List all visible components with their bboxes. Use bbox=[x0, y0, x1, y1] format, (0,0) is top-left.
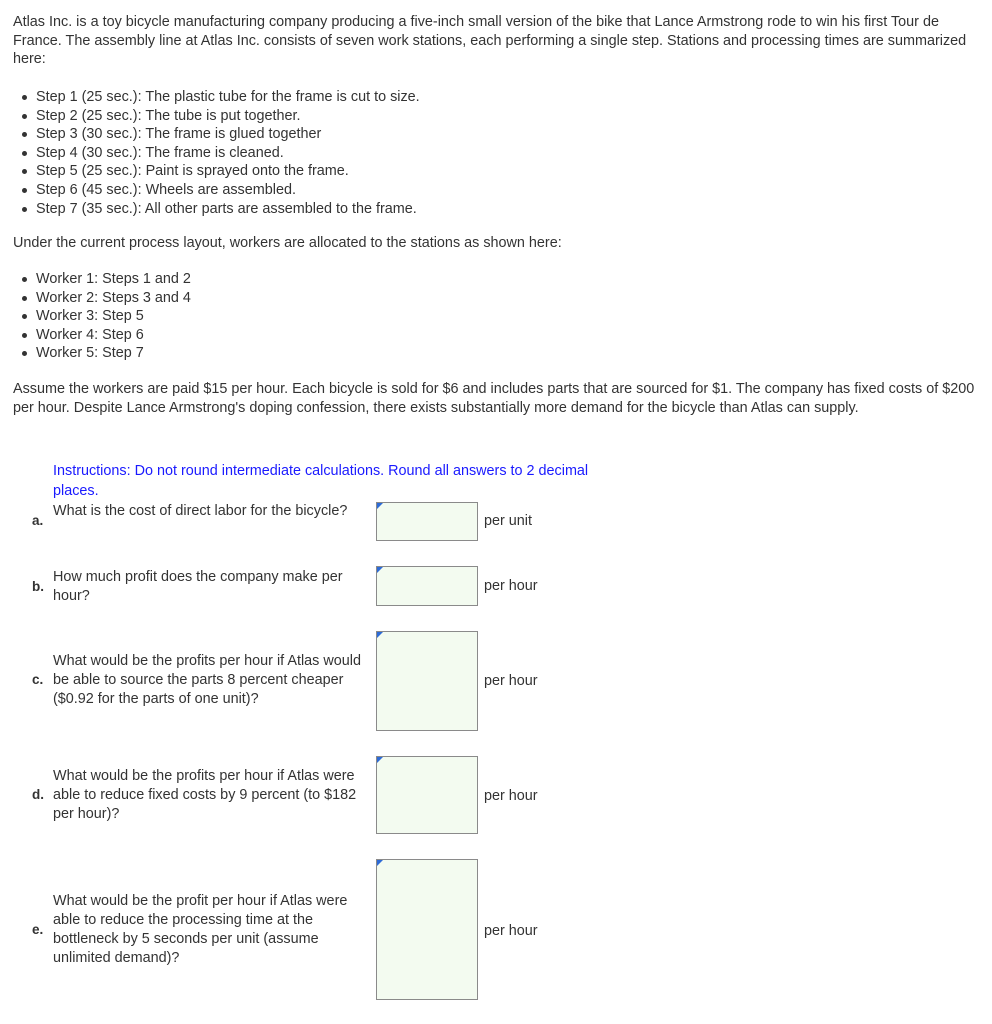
list-item: Step 7 (35 sec.): All other parts are assembled to the frame. bbox=[13, 200, 420, 219]
list-item: Step 2 (25 sec.): The tube is put together. bbox=[13, 107, 420, 126]
question-letter: a. bbox=[32, 513, 44, 528]
answer-marker-icon bbox=[377, 757, 383, 763]
unit-label: per hour bbox=[484, 923, 538, 939]
answer-input-d[interactable] bbox=[376, 756, 478, 834]
list-item: Step 6 (45 sec.): Wheels are assembled. bbox=[13, 181, 420, 200]
assumption-paragraph: Assume the workers are paid $15 per hour. Each bicycle is sold for $6 and includes parts that are sourced for $1. The company has fixed costs of $200 per hour. Despite Lance Armstrong's doping confession, there exists substantially more demand for the bicycle than Atlas can supply. bbox=[13, 381, 975, 416]
instructions-text: Instructions: Do not round intermediate calculations. Round all answers to 2 decimal places. bbox=[53, 463, 589, 499]
problem-intro: Atlas Inc. is a toy bicycle manufacturing company producing a five-inch small version of the bike that Lance Armstrong rode to win his first Tour de France. The assembly line at Atlas Inc. consists of seven work stations, each performing a single step. Stations and processing times are summarized here: bbox=[13, 14, 967, 68]
question-text: What would be the profits per hour if Atlas were able to reduce fixed costs by 9 percent (to $182 per hour)? bbox=[53, 768, 357, 822]
question-letter: d. bbox=[32, 787, 44, 802]
list-item: Step 1 (25 sec.): The plastic tube for the frame is cut to size. bbox=[13, 88, 420, 107]
answer-marker-icon bbox=[377, 567, 383, 573]
unit-label: per hour bbox=[484, 578, 538, 594]
question-text: What would be the profit per hour if Atlas were able to reduce the processing time at the bottleneck by 5 seconds per unit (assume unlimited demand)? bbox=[53, 893, 348, 966]
answer-input-c[interactable] bbox=[376, 631, 478, 731]
unit-label: per unit bbox=[484, 513, 532, 529]
list-item: Worker 2: Steps 3 and 4 bbox=[13, 289, 191, 308]
answer-marker-icon bbox=[377, 860, 383, 866]
list-item: Worker 5: Step 7 bbox=[13, 344, 191, 363]
list-item: Worker 3: Step 5 bbox=[13, 307, 191, 326]
answer-input-a[interactable] bbox=[376, 502, 478, 541]
question-text: What would be the profits per hour if Atlas would be able to source the parts 8 percent cheaper ($0.92 for the parts of one unit)? bbox=[53, 653, 361, 707]
list-item: Worker 4: Step 6 bbox=[13, 326, 191, 345]
answer-input-b[interactable] bbox=[376, 566, 478, 606]
workers-list bbox=[13, 270, 191, 363]
unit-label: per hour bbox=[484, 673, 538, 689]
question-text: What is the cost of direct labor for the bicycle? bbox=[53, 503, 348, 519]
list-item: Step 4 (30 sec.): The frame is cleaned. bbox=[13, 144, 420, 163]
steps-list bbox=[13, 88, 420, 218]
question-letter: c. bbox=[32, 672, 44, 687]
unit-label: per hour bbox=[484, 788, 538, 804]
layout-intro: Under the current process layout, workers are allocated to the stations as shown here: bbox=[13, 235, 562, 251]
answer-marker-icon bbox=[377, 503, 383, 509]
list-item: Worker 1: Steps 1 and 2 bbox=[13, 270, 191, 289]
answer-marker-icon bbox=[377, 632, 383, 638]
list-item: Step 3 (30 sec.): The frame is glued together bbox=[13, 125, 420, 144]
question-letter: b. bbox=[32, 579, 44, 594]
answer-input-e[interactable] bbox=[376, 859, 478, 1000]
question-letter: e. bbox=[32, 922, 44, 937]
question-text: How much profit does the company make per hour? bbox=[53, 569, 343, 604]
list-item: Step 5 (25 sec.): Paint is sprayed onto the frame. bbox=[13, 162, 420, 181]
